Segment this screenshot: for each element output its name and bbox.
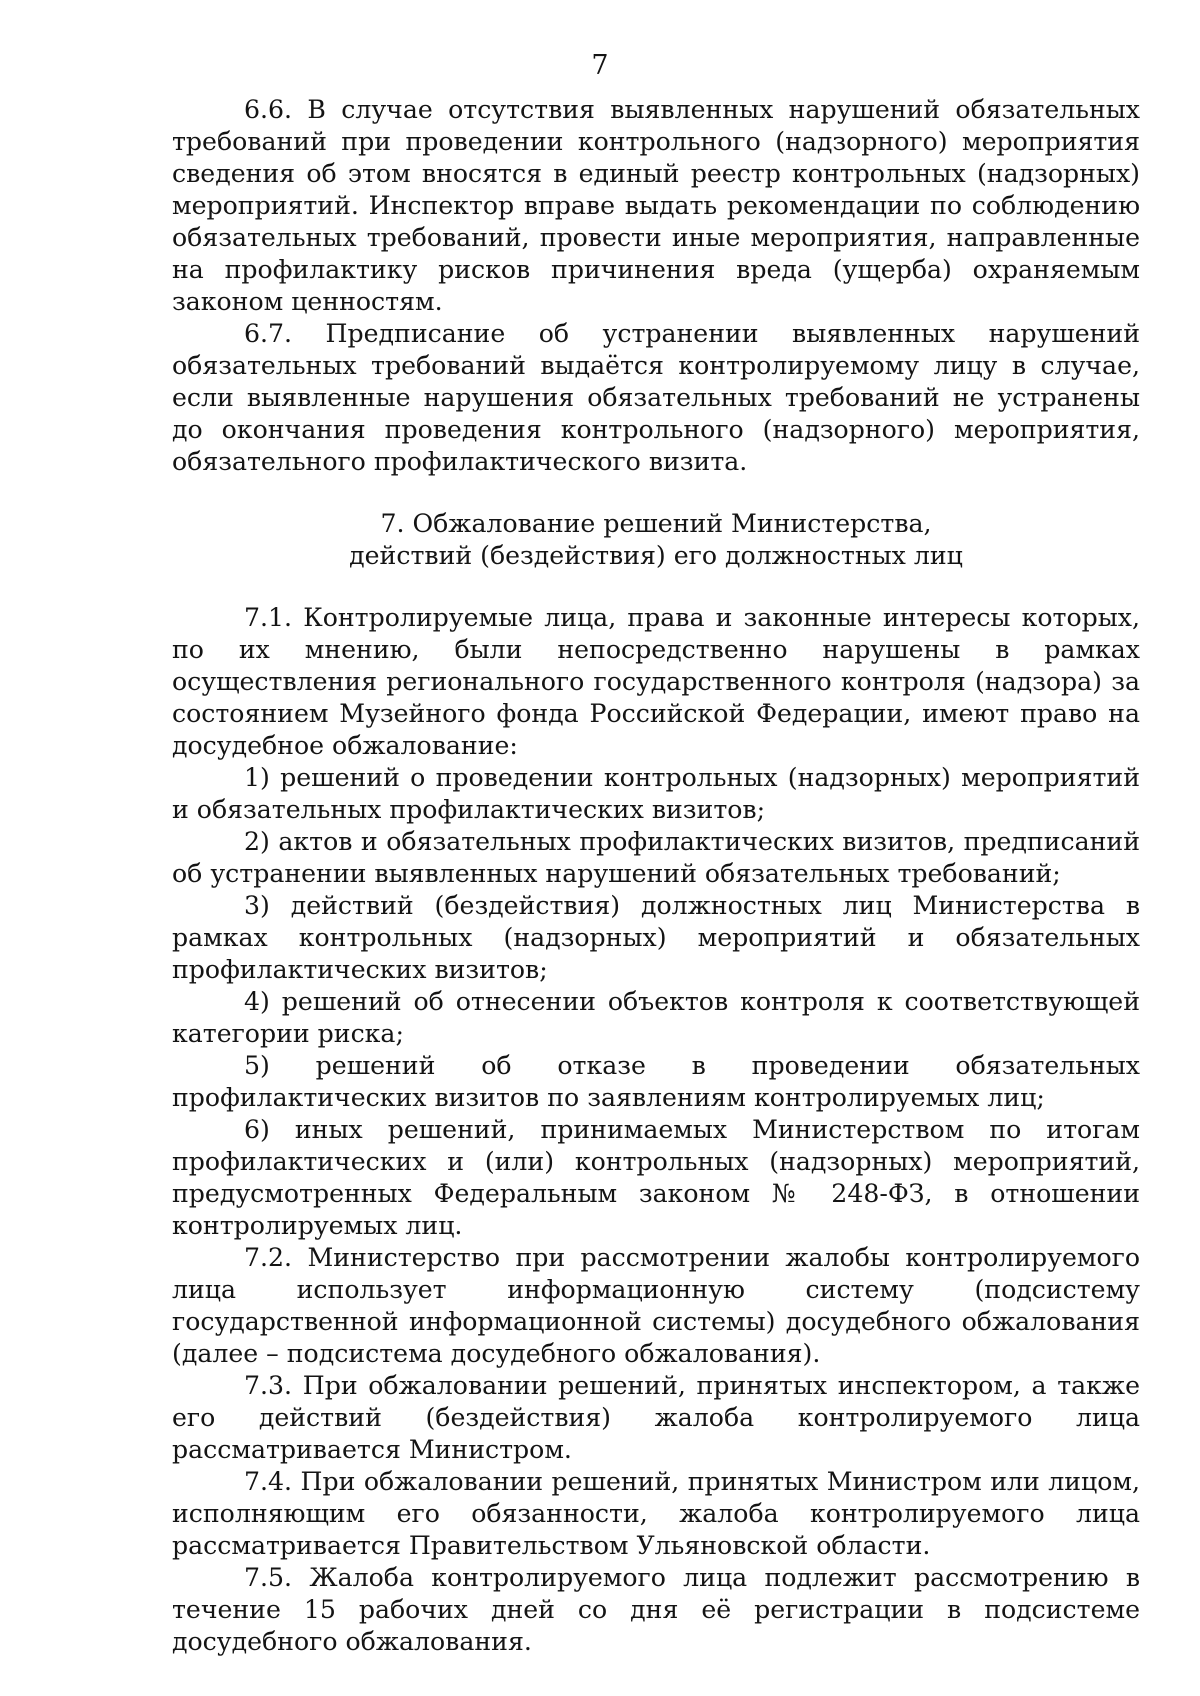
list-item-1: 1) решений о проведении контрольных (надзорных) мероприятий и обязательных профилактических визитов; [172, 763, 1140, 824]
list-item-5: 5) решений об отказе в проведении обязательных профилактических визитов по заявлениям контролируемых лиц; [172, 1051, 1140, 1112]
list-item-2: 2) актов и обязательных профилактических визитов, предписаний об устранении выявленных нарушений обязательных требований; [172, 827, 1140, 888]
document-body [172, 94, 1140, 1658]
list-item-6: 6) иных решений, принимаемых Министерством по итогам профилактических и (или) контрольных (надзорных) мероприятий, предусмотренных Федеральным законом № 248-ФЗ, в отношении контролируемых лиц. [172, 1115, 1140, 1240]
paragraph-7-5: 7.5. Жалоба контролируемого лица подлежит рассмотрению в течение 15 рабочих дней со дня её регистрации в подсистеме досудебного обжалования. [172, 1563, 1140, 1656]
paragraph-6-6: 6.6. В случае отсутствия выявленных нарушений обязательных требований при проведении контрольного (надзорного) мероприятия сведения об этом вносятся в единый реестр контрольных (надзорных) мероприятий. Инспектор вправе выдать рекомендации по соблюдению обязательных требований, провести иные мероприятия, направленные на профилактику рисков причинения вреда (ущерба) охраняемым законом ценностям. [172, 95, 1140, 316]
paragraph-7-4: 7.4. При обжаловании решений, принятых Министром или лицом, исполняющим его обязанности, жалоба контролируемого лица рассматривается Правительством Ульяновской области. [172, 1467, 1140, 1560]
paragraph-7-3: 7.3. При обжаловании решений, принятых инспектором, а также его действий (бездействия) жалоба контролируемого лица рассматривается Министром. [172, 1371, 1140, 1464]
section-heading-line-1: 7. Обжалование решений Министерства, [380, 509, 932, 538]
paragraph-6-7: 6.7. Предписание об устранении выявленных нарушений обязательных требований выдаётся контролируемому лицу в случае, если выявленные нарушения обязательных требований не устранены до окончания проведения контрольного (надзорного) мероприятия, обязательного профилактического визита. [172, 319, 1140, 476]
page-number: 7 [591, 50, 609, 81]
paragraph-7-2: 7.2. Министерство при рассмотрении жалобы контролируемого лица использует информационную систему (подсистему государственной информационной системы) досудебного обжалования (далее – подсистема досудебного обжалования). [172, 1243, 1140, 1368]
section-heading-line-2: действий (бездействия) его должностных лиц [349, 541, 963, 570]
list-item-3: 3) действий (бездействия) должностных лиц Министерства в рамках контрольных (надзорных) мероприятий и обязательных профилактических визитов; [172, 891, 1140, 984]
list-item-4: 4) решений об отнесении объектов контроля к соответствующей категории риска; [172, 987, 1140, 1048]
paragraph-7-1: 7.1. Контролируемые лица, права и законные интересы которых, по их мнению, были непосредственно нарушены в рамках осуществления регионального государственного контроля (надзора) за состоянием Музейного фонда Российской Федерации, имеют право на досудебное обжалование: [172, 603, 1140, 760]
section-7-heading [172, 508, 1140, 572]
